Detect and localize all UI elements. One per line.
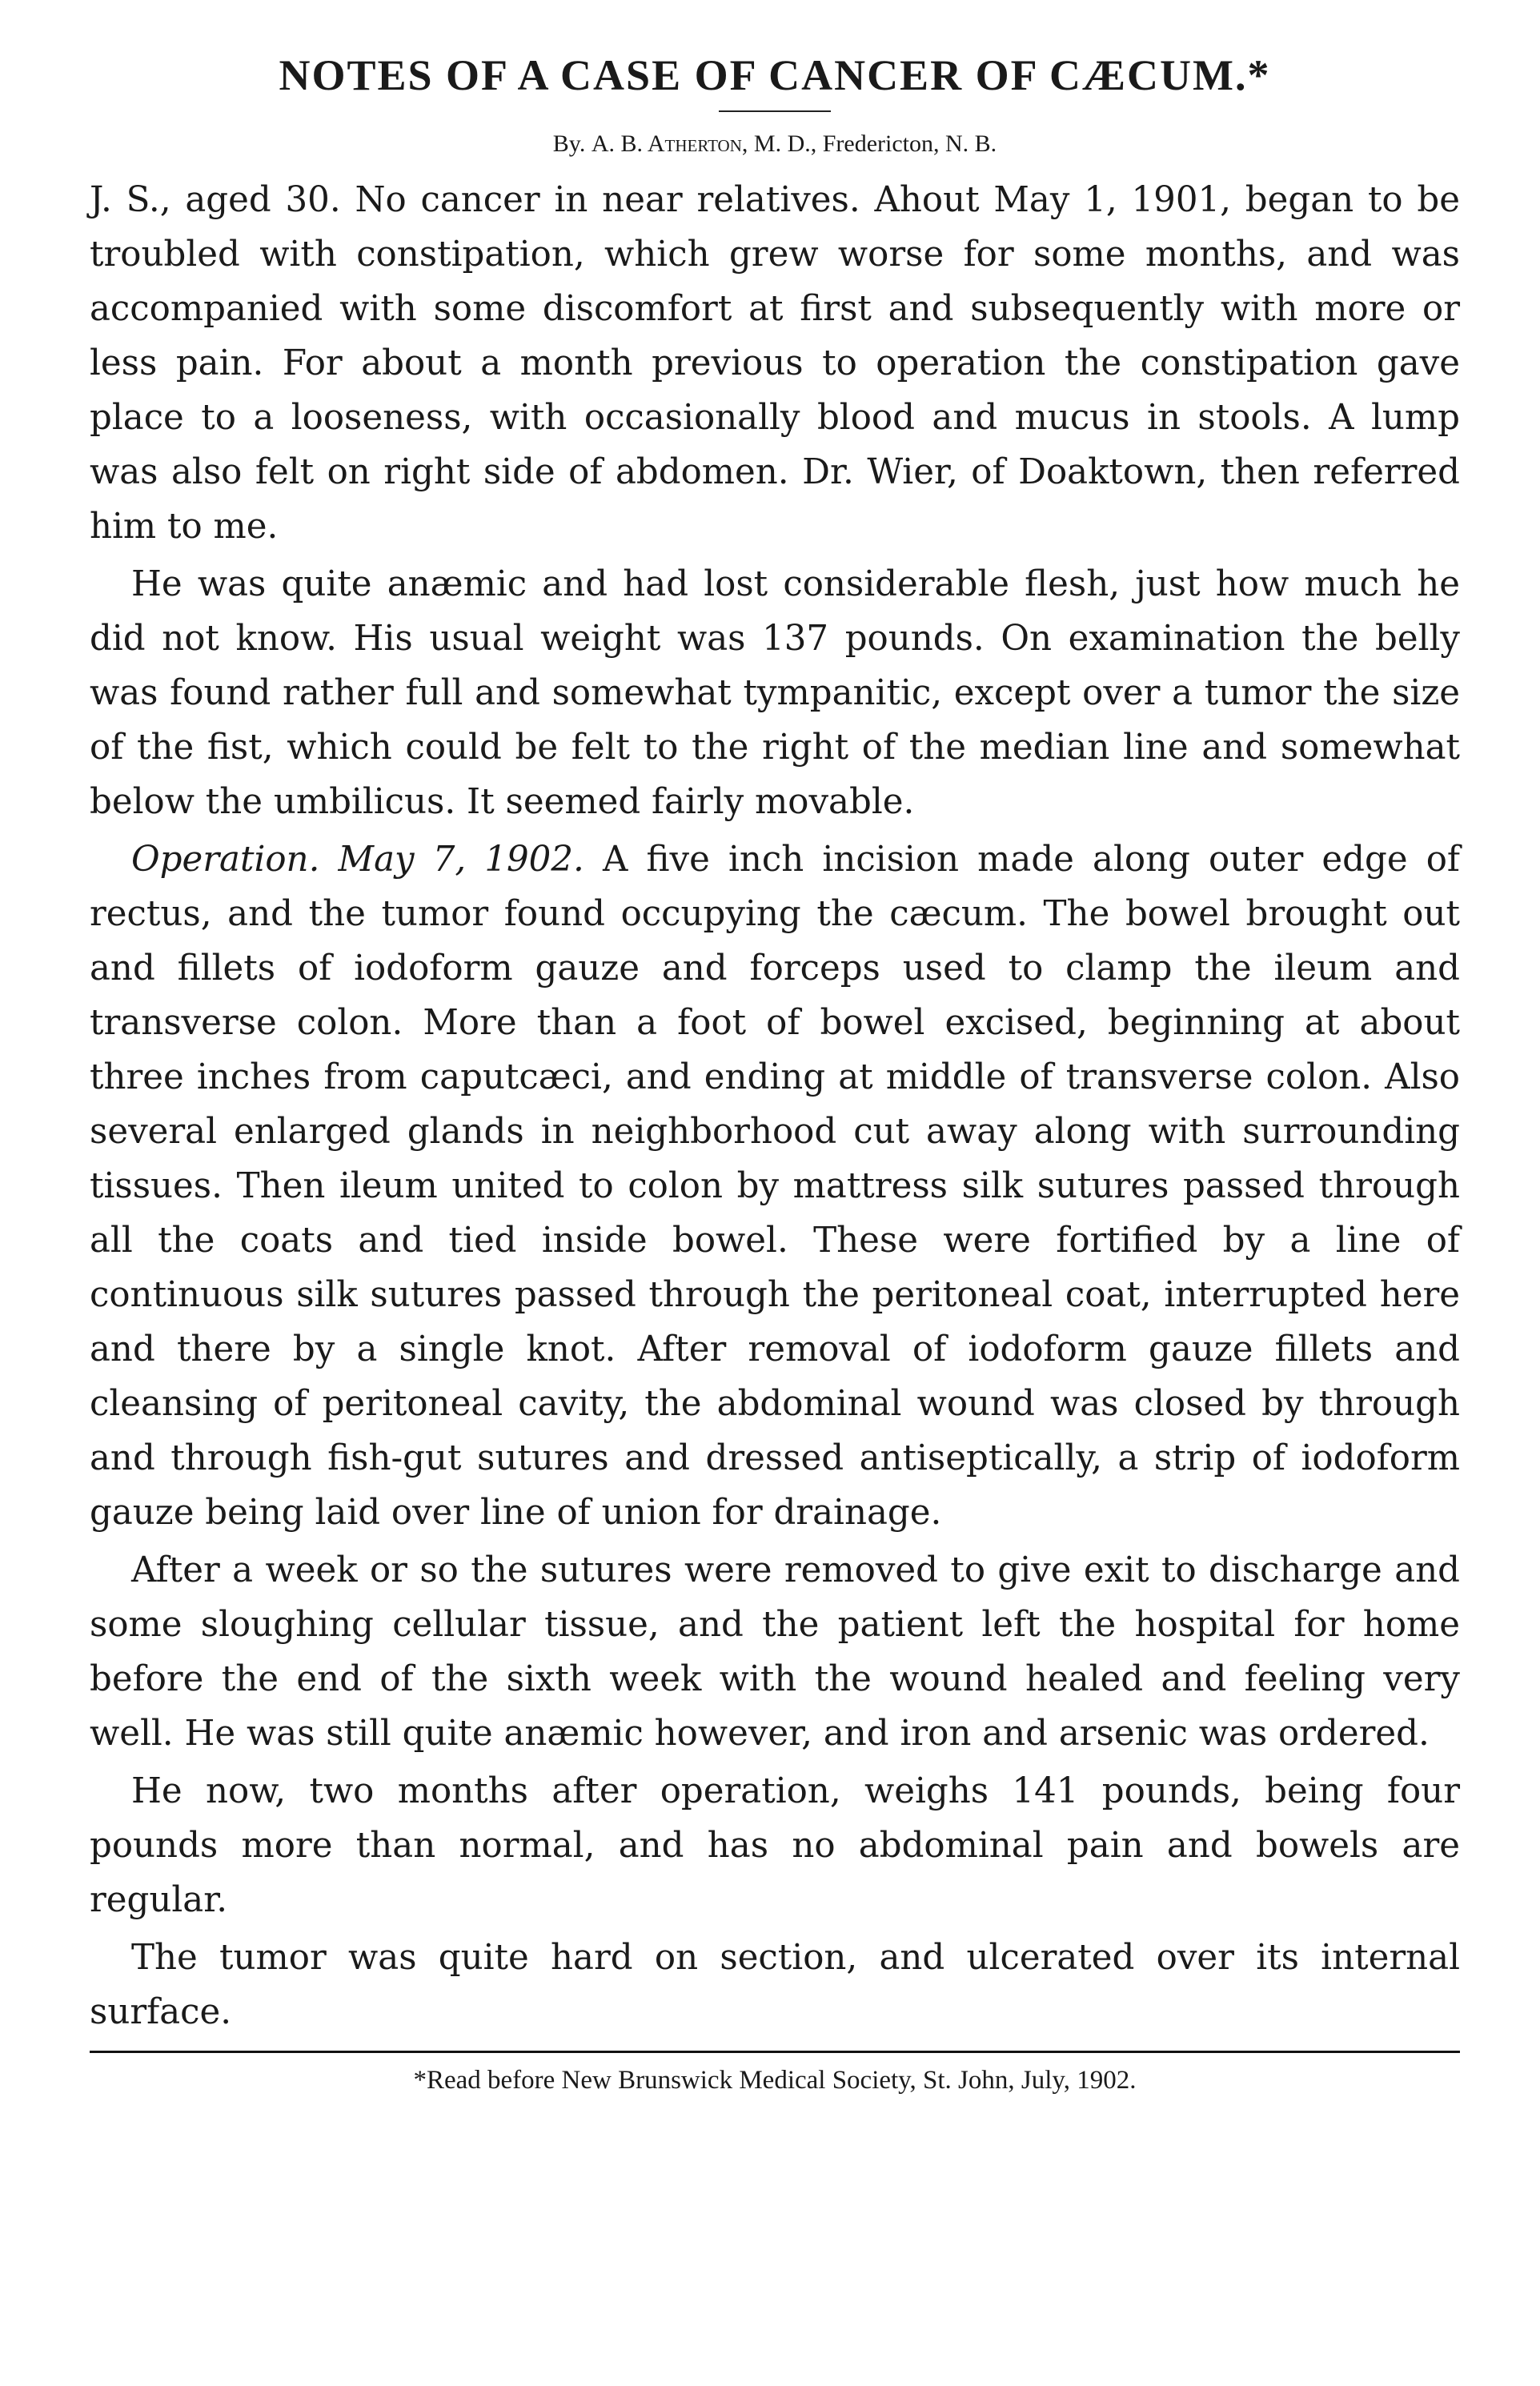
paragraph-recovery: After a week or so the sutures were removed to give exit to discharge and some sloughing cellular tissue, and the patient left the hospital for home before the end of the sixth week with the wound healed and feeling very well. He was still quite anæmic however, and iron and arsenic was ordered. bbox=[90, 1550, 1460, 1754]
document-page bbox=[90, 46, 1460, 2098]
paragraph-operation bbox=[90, 832, 1460, 1540]
paragraph-examination: He was quite anæmic and had lost considerable flesh, just how much he did not know. His usual weight was 137 pounds. On examination the belly was found rather full and somewhat tympanitic, except over a tumor the size of the fist, which could be felt to the right of the median line and somewhat below the umbilicus. It seemed fairly movable. bbox=[90, 564, 1460, 822]
paragraph-followup: He now, two months after operation, weighs 141 pounds, being four pounds more than normal, and has no abdominal pain and bowels are regular. bbox=[90, 1771, 1460, 1920]
byline-prefix: By. bbox=[552, 130, 592, 157]
byline-suffix: , M. D., Fredericton, N. B. bbox=[741, 130, 997, 157]
operation-text: A five inch incision made along outer edge of rectus, and the tumor found occupying the cæcum. The bowel brought out and fillets of iodoform gauze and forceps used to clamp the ileum and transverse colon. More than a foot of bowel excised, beginning at about three inches from caputcæci, and ending at middle of transverse colon. Also several enlarged glands in neighborhood cut away along with surrounding tissues. Then ileum united to colon by mattress silk sutures passed through all the coats and tied inside bowel. These were fortified by a line of continuous silk sutures passed through the peritoneal coat, interrupted here and there by a single knot. After removal of iodoform gauze fillets and cleansing of peritoneal cavity, the abdominal wound was closed by through and through fish-gut sutures and dressed antiseptically, a strip of iodoform gauze being laid over line of union for drainage. bbox=[90, 840, 1460, 1533]
operation-label: Operation. May 7, 1902. bbox=[131, 840, 584, 880]
footnote-rule bbox=[90, 2051, 1460, 2053]
footnote: *Read before New Brunswick Medical Society, St. John, July, 1902. bbox=[413, 2066, 1137, 2095]
paragraph-history: J. S., aged 30. No cancer in near relatives. Ahout May 1, 1901, began to be troubled with constipation, which grew worse for some months, and was accompanied with some discomfort at first and subsequently with more or less pain. For about a month previous to operation the constipation gave place to a looseness, with occasionally blood and mucus in stools. A lump was also felt on right side of abdomen. Dr. Wier, of Doaktown, then referred him to me. bbox=[90, 180, 1460, 547]
article-title: NOTES OF A CASE OF CANCER OF CÆCUM.* bbox=[279, 51, 1271, 99]
byline bbox=[90, 126, 1460, 162]
title-rule bbox=[719, 110, 831, 112]
paragraph-pathology: The tumor was quite hard on section, and ulcerated over its internal surface. bbox=[90, 1938, 1460, 2032]
byline-author: A. B. Atherton bbox=[591, 130, 742, 157]
